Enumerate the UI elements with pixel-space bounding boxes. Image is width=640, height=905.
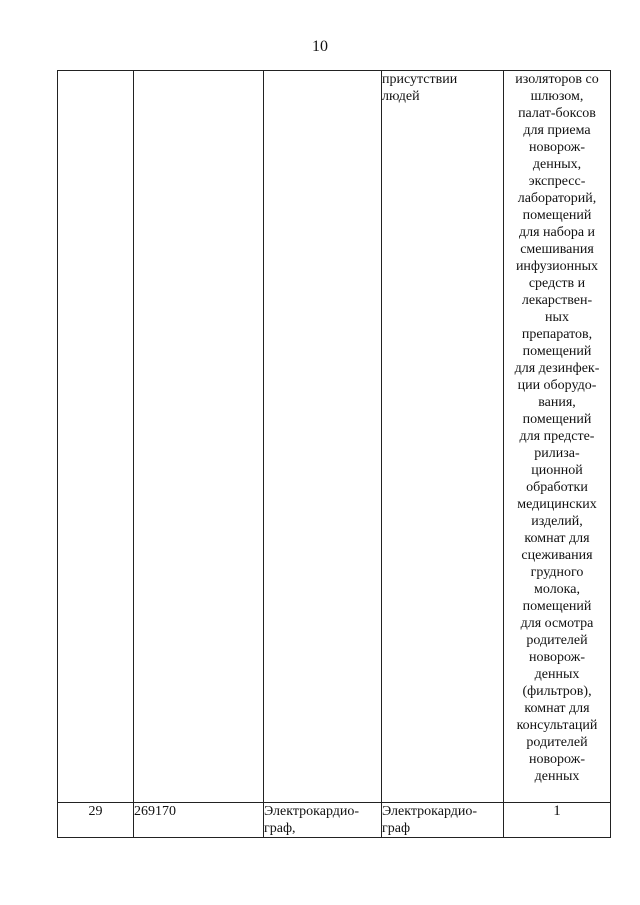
text-line: препаратов, [521, 327, 593, 342]
text-line: молока, [534, 582, 580, 597]
table-row [58, 803, 611, 838]
text-line: денных [534, 667, 580, 682]
text-line: Электрокардио- [264, 804, 360, 819]
text-line: шлюзом, [530, 89, 584, 104]
text-line: для приема [523, 123, 591, 138]
text-line: средств и [528, 276, 586, 291]
text-line: Электрокардио- [382, 804, 478, 819]
text-line: комнат для [524, 701, 590, 716]
text-line: для дезинфек- [514, 361, 600, 376]
text-line: для предсте- [519, 429, 595, 444]
text-line: вания, [538, 395, 576, 410]
text-line: изделий, [531, 514, 583, 529]
text-line: инфузионных [515, 259, 599, 274]
row-code: 269170 [134, 803, 264, 838]
row-number: 29 [58, 803, 134, 838]
text-line: для осмотра [520, 616, 594, 631]
cell-number-empty [58, 71, 134, 803]
text-line: (фильтров), [522, 684, 592, 699]
text-line: обработки [526, 480, 588, 495]
text-line: консультаций [516, 718, 598, 733]
text-line: помещений [522, 208, 592, 223]
text-line: родителей [526, 735, 588, 750]
cell-requirement [382, 71, 504, 803]
text-line: людей [382, 89, 420, 104]
text-line: комнат для [524, 531, 590, 546]
page-number: 10 [312, 38, 328, 55]
text-line: ционной [531, 463, 583, 478]
text-line: экспресс- [528, 174, 586, 189]
row-type [382, 803, 504, 838]
text-line: родителей [526, 633, 588, 648]
text-line: лабораторий, [517, 191, 597, 206]
table-row [58, 71, 611, 803]
text-line: смешивания [520, 242, 594, 257]
text-line: новорож- [529, 140, 585, 155]
text-line: сцеживания [521, 548, 593, 563]
text-line: палат-боксов [518, 106, 596, 121]
text-line: граф, [264, 821, 296, 836]
text-line: медицинских [517, 497, 597, 512]
text-line: ции оборудо- [517, 378, 597, 393]
text-line: для набора и [518, 225, 596, 240]
text-line: денных, [532, 157, 582, 172]
text-line: помещений [522, 599, 592, 614]
cell-location [504, 71, 611, 803]
row-quantity: 1 [504, 803, 611, 838]
text-line: помещений [522, 344, 592, 359]
cell-name-empty [264, 71, 382, 803]
text-line: лекарствен- [521, 293, 593, 308]
text-line: присутствии [382, 72, 458, 87]
equipment-table [57, 70, 611, 838]
text-line: новорож- [529, 752, 585, 767]
text-line: помещений [522, 412, 592, 427]
text-line: ных [545, 310, 569, 325]
text-line: грудного [530, 565, 584, 580]
text-line: денных [534, 769, 580, 784]
text-line: новорож- [529, 650, 585, 665]
cell-code-empty [134, 71, 264, 803]
text-line: изоляторов со [515, 72, 599, 87]
location-text [504, 71, 610, 785]
text-line: рилиза- [534, 446, 580, 461]
row-name [264, 803, 382, 838]
text-line: граф [382, 821, 411, 836]
requirement-text [382, 71, 503, 105]
